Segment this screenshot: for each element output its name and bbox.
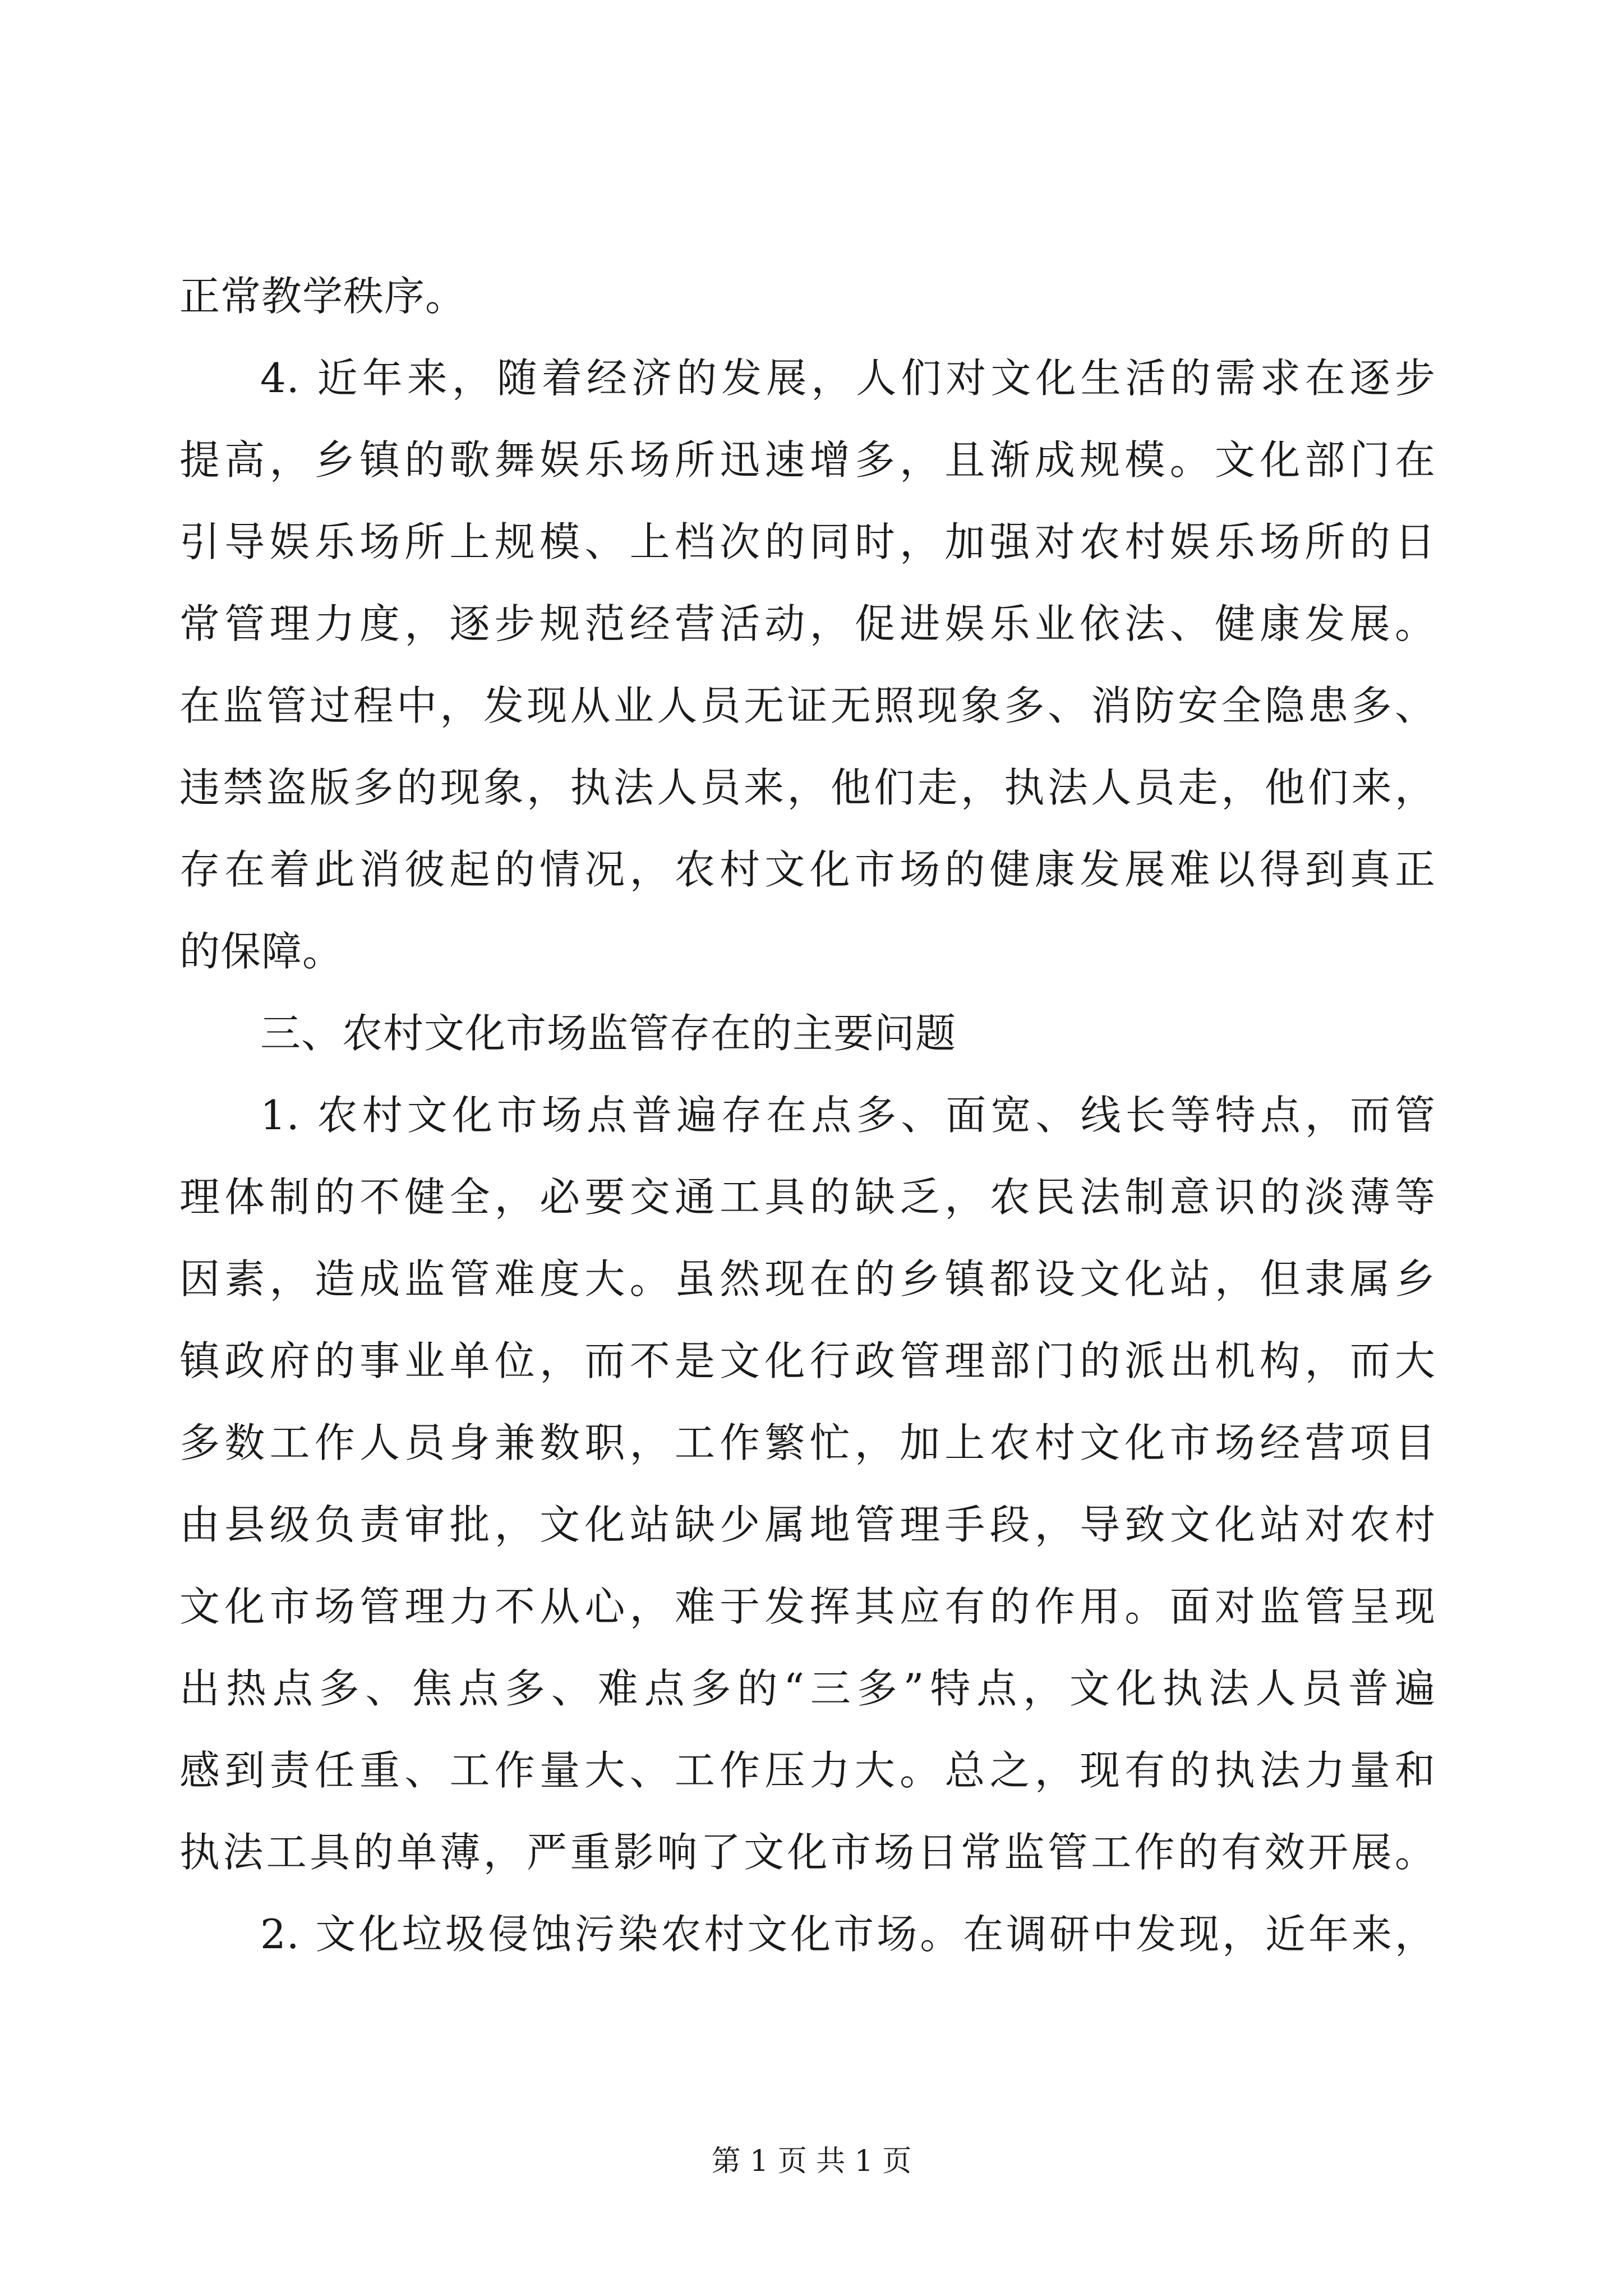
text-line: 执法工具的单薄，严重影响了文化市场日常监管工作的有效开展。 [179, 1829, 1436, 1876]
text-line: 4. 近年来，随着经济的发展，人们对文化生活的需求在逐步 [260, 355, 1436, 402]
text-line: 文化市场管理力不从心，难于发挥其应有的作用。面对监管呈现 [179, 1583, 1436, 1630]
text-line: 理体制的不健全，必要交通工具的缺乏，农民法制意识的淡薄等 [179, 1174, 1436, 1221]
text-line: 引导娱乐场所上规模、上档次的同时，加强对农村娱乐场所的日 [179, 518, 1436, 565]
text-line: 多数工作人员身兼数职，工作繁忙，加上农村文化市场经营项目 [179, 1419, 1436, 1466]
text-line: 由县级负责审批，文化站缺少属地管理手段，导致文化站对农村 [179, 1501, 1436, 1548]
text-line: 感到责任重、工作量大、工作压力大。总之，现有的执法力量和 [179, 1747, 1436, 1794]
text-line: 提高，乡镇的歌舞娱乐场所迅速增多，且渐成规模。文化部门在 [179, 436, 1436, 484]
text-line: 三、农村文化市场监管存在的主要问题 [260, 1010, 957, 1057]
text-line: 2. 文化垃圾侵蚀污染农村文化市场。在调研中发现，近年来， [260, 1911, 1436, 1958]
document-body [179, 255, 1436, 1975]
text-line: 存在着此消彼起的情况，农村文化市场的健康发展难以得到真正 [179, 846, 1436, 893]
text-line: 违禁盗版多的现象，执法人员来，他们走，执法人员走，他们来， [179, 764, 1436, 811]
page-footer: 第 1 页 共 1 页 [711, 2145, 912, 2178]
text-line: 在监管过程中，发现从业人员无证无照现象多、消防安全隐患多、 [179, 682, 1436, 729]
text-line: 镇政府的事业单位，而不是文化行政管理部门的派出机构，而大 [179, 1337, 1436, 1384]
text-line: 的保障。 [179, 928, 344, 975]
text-line: 正常教学秩序。 [179, 273, 467, 320]
text-line: 因素，造成监管难度大。虽然现在的乡镇都设文化站，但隶属乡 [179, 1255, 1436, 1303]
text-line: 1. 农村文化市场点普遍存在点多、面宽、线长等特点，而管 [260, 1092, 1436, 1139]
text-line: 常管理力度，逐步规范经营活动，促进娱乐业依法、健康发展。 [179, 600, 1436, 647]
text-line: 出热点多、焦点多、难点多的“三多”特点，文化执法人员普遍 [179, 1665, 1436, 1712]
